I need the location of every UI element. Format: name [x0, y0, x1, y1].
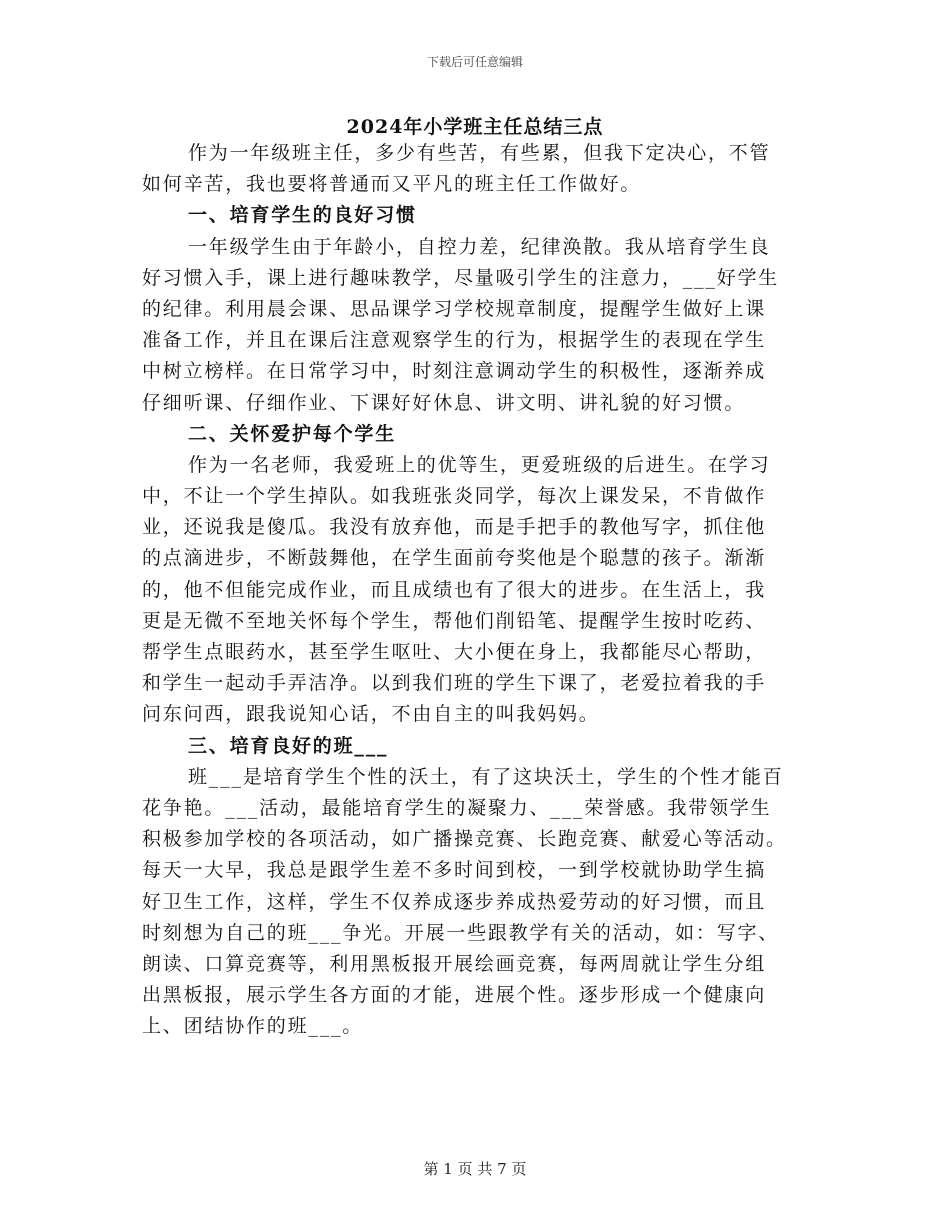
paragraph-line: 作为一年级班主任，多少有些苦，有些累，但我下定决心，不管	[188, 142, 771, 164]
paragraph-line: 积极参加学校的各项活动，如广播操竞赛、长跑竞赛、献爱心等活动。	[142, 828, 787, 851]
paragraph-line: 准备工作，并且在课后注意观察学生的行为，根据学生的表现在学生	[142, 329, 767, 352]
paragraph-line: 朗读、口算竞赛等，利用黑板报开展绘画竞赛，每两周就让学生分组	[142, 952, 767, 975]
paragraph-line: 花争艳。___活动，最能培育学生的凝聚力、___荣誉感。我带领学生	[142, 796, 772, 819]
paragraph-line: 仔细听课、仔细作业、下课好好休息、讲文明、讲礼貌的好习惯。	[142, 391, 746, 414]
paragraph-line: 好习惯入手，课上进行趣味教学，尽量吸引学生的注意力，___好学生	[142, 266, 780, 289]
paragraph-line: 好卫生工作，这样，学生不仅养成逐步养成热爱劳动的好习惯，而且	[142, 890, 767, 913]
page-header-note: 下载后可任意编辑	[426, 55, 523, 69]
section-heading: 三、培育良好的班___	[188, 734, 389, 757]
paragraph-line: 的纪律。利用晨会课、思品课学习学校规章制度，提醒学生做好上课	[142, 297, 767, 320]
paragraph-line: 一年级学生由于年龄小，自控力差，纪律涣散。我从培育学生良	[188, 235, 771, 258]
paragraph-line: 帮学生点眼药水，甚至学生呕吐、大小便在身上，我都能尽心帮助，	[142, 641, 767, 663]
paragraph-line: 作为一名老师，我爱班上的优等生，更爱班级的后进生。在学习	[188, 453, 771, 476]
paragraph-line: 的，他不但能完成作业，而且成绩也有了很大的进步。在生活上，我	[142, 578, 767, 601]
paragraph-line: 问东问西，跟我说知心话，不由自主的叫我妈妈。	[142, 703, 600, 726]
paragraph-line: 中，不让一个学生掉队。如我班张炎同学，每次上课发呆，不肯做作	[142, 485, 767, 508]
paragraph-line: 的点滴进步，不断鼓舞他，在学生面前夸奖他是个聪慧的孩子。渐渐	[142, 547, 767, 570]
document-body	[142, 138, 808, 1042]
document-title: 2024年小学班主任总结三点	[346, 116, 604, 138]
page-number: 第 1 页 共 7 页	[423, 1160, 527, 1178]
section-heading: 二、关怀爱护每个学生	[188, 422, 397, 445]
paragraph-line: 如何辛苦，我也要将普通而又平凡的班主任工作做好。	[142, 173, 642, 196]
paragraph-line: 上、团结协作的班___。	[142, 1015, 364, 1038]
paragraph-line: 班___是培育学生个性的沃土，有了这块沃土，学生的个性才能百	[188, 765, 784, 788]
paragraph-line: 出黑板报，展示学生各方面的才能，进展个性。逐步形成一个健康向	[142, 984, 767, 1007]
paragraph-line: 每天一大早，我总是跟学生差不多时间到校，一到学校就协助学生搞	[142, 859, 767, 882]
paragraph-line: 时刻想为自己的班___争光。开展一些跟教学有关的活动，如：写字、	[142, 921, 780, 944]
paragraph-line: 业，还说我是傻瓜。我没有放弃他，而是手把手的教他写字，抓住他	[142, 516, 767, 539]
paragraph-line: 中树立榜样。在日常学习中，时刻注意调动学生的积极性，逐渐养成	[142, 360, 767, 383]
paragraph-line: 和学生一起动手弄洁净。以到我们班的学生下课了，老爱拉着我的手	[142, 672, 767, 695]
section-heading: 一、培育学生的良好习惯	[188, 204, 417, 227]
paragraph-line: 更是无微不至地关怀每个学生，帮他们削铅笔、提醒学生按时吃药、	[142, 609, 767, 632]
